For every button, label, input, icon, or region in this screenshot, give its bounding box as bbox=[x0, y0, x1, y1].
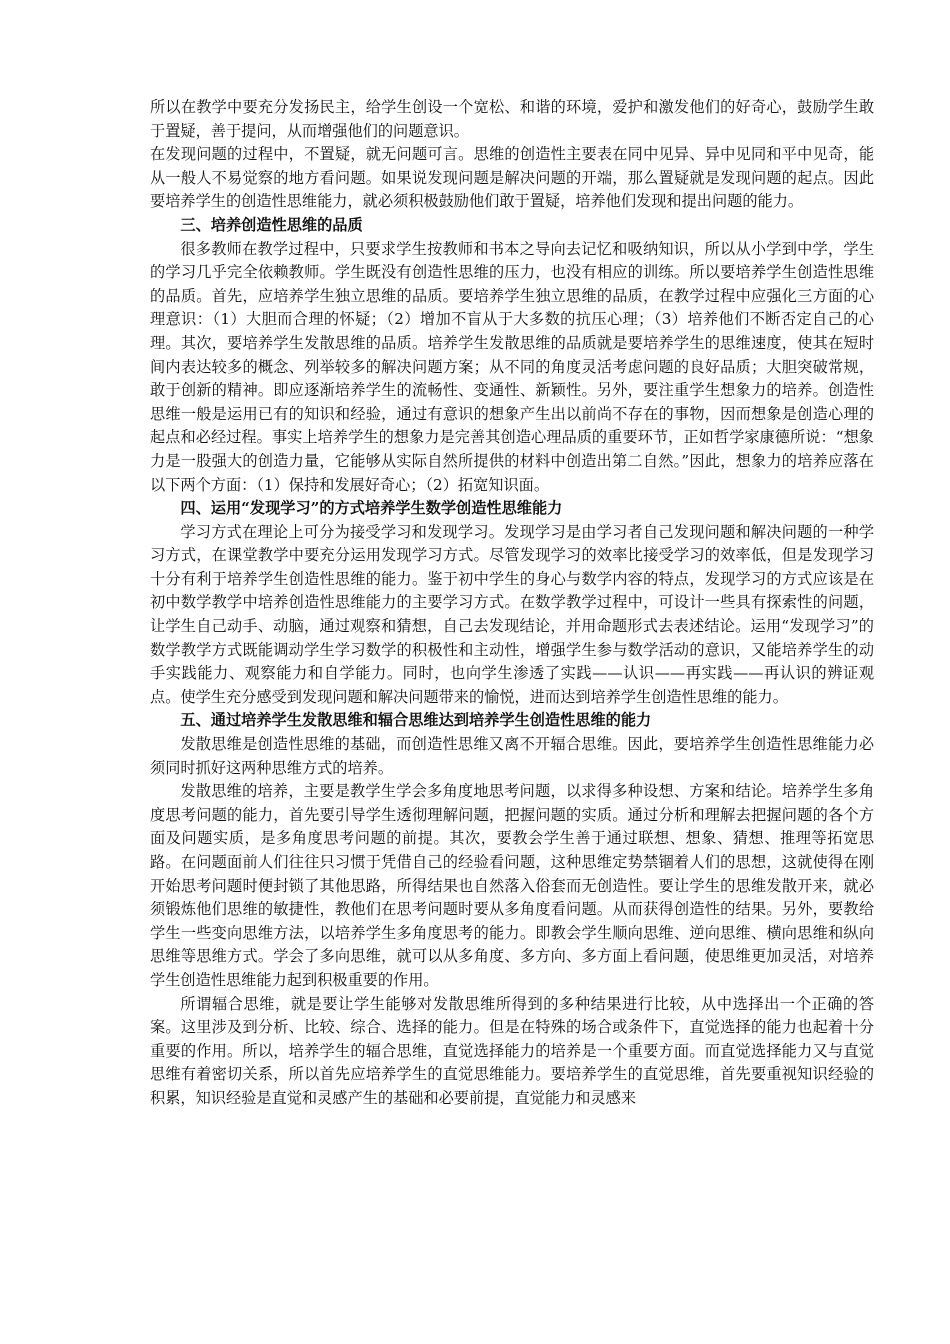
paragraph: 所谓辐合思维，就是要让学生能够对发散思维所得到的多种结果进行比较，从中选择出一个正确的答案。这里涉及到分析、比较、综合、选择的能力。但是在特殊的场合或条件下，直觉选择的能力也起着十分重要的作用。所以，培养学生的辐合思维，直觉选择能力的培养是一个重要方面。而直觉选择能力又与直觉思维有着密切关系，所以首先应培养学生的直觉思维能力。要培养学生的直觉思维，首先要重视知识经验的积累，知识经验是直觉和灵感产生的基础和必要前提，直觉能力和灵感来 bbox=[150, 994, 874, 1107]
paragraph: 所以在教学中要充分发扬民主，给学生创设一个宽松、和谐的环境，爱护和激发他们的好奇心，鼓励学生敢于置疑，善于提问，从而增强他们的问题意识。 bbox=[150, 98, 874, 140]
paragraph: 在发现问题的过程中，不置疑，就无问题可言。思维的创造性主要表在同中见异、异中见同和平中见奇，能从一般人不易觉察的地方看问题。如果说发现问题是解决问题的开端，那么置疑就是发现问题的起点。因此要培养学生的创造性思维能力，就必须积极鼓励他们敢于置疑，培养他们发现和提出问题的能力。 bbox=[150, 145, 874, 211]
section-heading: 三、培养创造性思维的品质 bbox=[180, 215, 363, 234]
document-body bbox=[150, 96, 874, 1111]
paragraph: 发散思维的培养，主要是教学生学会多角度地思考问题，以求得多种设想、方案和结论。培养学生多角度思考问题的能力，首先要引导学生透彻理解问题，把握问题的实质。通过分析和理解去把握问题的各个方面及问题实质，是多角度思考问题的前提。其次，要教会学生善于通过联想、想象、猜想、推理等拓宽思路。在问题面前人们往往只习惯于凭借自己的经验看问题，这种思维定势禁锢着人们的思想，这就使得在刚开始思考问题时便封锁了其他思路，所得结果也自然落入俗套而无创造性。要让学生的思维发散开来，就必须锻炼他们思维的敏捷性，教他们在思考问题时要从多角度看问题。从而获得创造性的结果。另外，要教给学生一些变向思维方法，以培养学生多角度思考的能力。即教会学生顺向思维、逆向思维、横向思维和纵向思维等思维方式。学会了多向思维，就可以从多角度、多方向、多方面上看问题，使思维更加灵活，对培养学生创造性思维能力起到积极重要的作用。 bbox=[150, 782, 874, 989]
paragraph: 发散思维是创造性思维的基础，而创造性思维又离不开辐合思维。因此，要培养学生创造性思维能力必须同时抓好这两种思维方式的培养。 bbox=[150, 735, 874, 777]
section-heading: 四、运用“发现学习”的方式培养学生数学创造性思维能力 bbox=[180, 499, 563, 518]
paragraph: 很多教师在教学过程中，只要求学生按教师和书本之导向去记忆和吸纳知识，所以从小学到中学，学生的学习几乎完全依赖教师。学生既没有创造性思维的压力，也没有相应的训练。所以要培养学生创造性思维的品质。首先，应培养学生独立思维的品质。要培养学生独立思维的品质，在教学过程中应强化三方面的心理意识：（1）大胆而合理的怀疑；（2）增加不盲从于大多数的抗压心理；（3）培养他们不断否定自己的心理。其次，要培养学生发散思维的品质。培养学生发散思维的品质就是要培养学生的思维速度，使其在短时间内表达较多的概念、列举较多的解决问题方案；从不同的角度灵活考虑问题的良好品质；大胆突破常规，敢于创新的精神。即应逐渐培养学生的流畅性、变通性、新颖性。另外，要注重学生想象力的培养。创造性思维一般是运用已有的知识和经验，通过有意识的想象产生出以前尚不存在的事物，因而想象是创造心理的起点和必经过程。事实上培养学生的想象力是完善其创造心理品质的重要环节，正如哲学家康德所说：“想象力是一股强大的创造力量，它能够从实际自然所提供的材料中创造出第二自然。”因此，想象力的培养应落在以下两个方面：（1）保持和发展好奇心；（2）拓宽知识面。 bbox=[150, 239, 874, 494]
section-heading: 五、通过培养学生发散思维和辐合思维达到培养学生创造性思维的能力 bbox=[180, 711, 652, 730]
paragraph: 学习方式在理论上可分为接受学习和发现学习。发现学习是由学习者自己发现问题和解决问题的一种学习方式，在课堂教学中要充分运用发现学习方式。尽管发现学习的效率比接受学习的效率低，但是发现学习十分有利于培养学生创造性思维的能力。鉴于初中学生的身心与数学内容的特点，发现学习的方式应该是在初中数学教学中培养创造性思维能力的主要学习方式。在数学教学过程中，可设计一些具有探索性的问题，让学生自己动手、动脑，通过观察和猜想，自己去发现结论，并用命题形式去表述结论。运用“发现学习”的数学教学方式既能调动学生学习数学的积极性和主动性，增强学生参与数学活动的意识，又能培养学生的动手实践能力、观察能力和自学能力。同时，也向学生渗透了实践——认识——再实践——再认识的辨证观点。使学生充分感受到发现问题和解决问题带来的愉悦，进而达到培养学生创造性思维的能力。 bbox=[150, 522, 874, 706]
